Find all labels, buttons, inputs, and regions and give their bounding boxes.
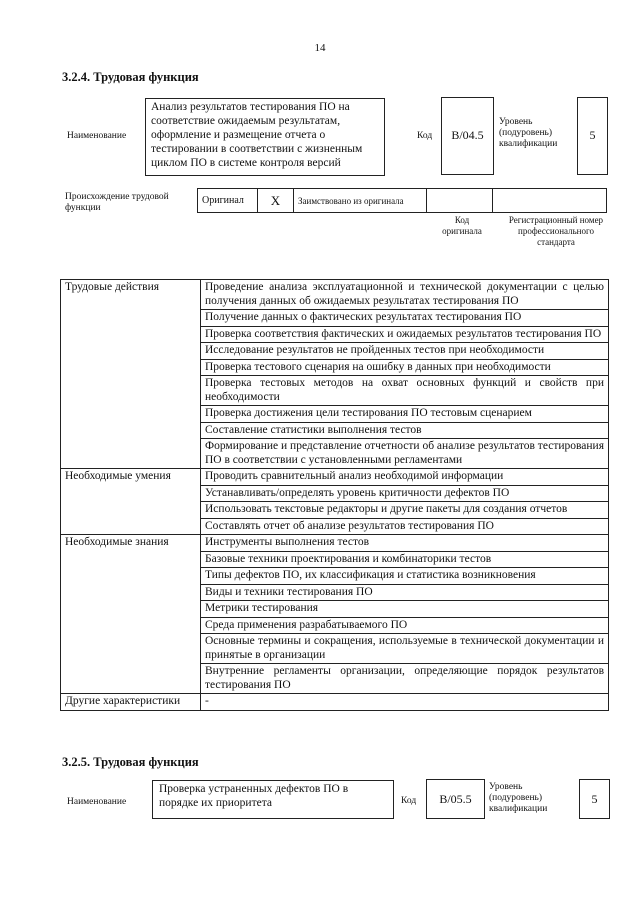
original-label: Оригинал (198, 189, 258, 213)
row-item: Проводить сравнительный анализ необходимой информации (201, 469, 609, 486)
code-label: Код (417, 131, 433, 141)
level-label: Уровень (подуровень) квалификации (499, 117, 558, 149)
section-title: 3.2.4. Трудовая функция (62, 70, 199, 84)
reg-number-cell (493, 189, 607, 213)
row-item: Виды и техники тестирования ПО (201, 584, 609, 601)
code-label-2: Код (401, 796, 417, 806)
code-box-2 (426, 779, 485, 819)
level-label-2: Уровень (подуровень) квалификации (489, 782, 548, 814)
row-group-header: Необходимые знания (61, 535, 201, 694)
section-title-2: 3.2.5. Трудовая функция (62, 755, 199, 769)
reg-number-label: Регистрационный номер профессионального стандарта (508, 215, 604, 247)
function-name: Анализ результатов тестирования ПО на соответствие ожидаемым результатам, оформление и размещение отчета о тестировании в соответствии с жизненным циклом ПО в системе контроля версий (151, 101, 363, 169)
row-item: Проверка достижения цели тестирования ПО тестовым сценарием (201, 406, 609, 423)
level-box-2 (579, 779, 610, 819)
function-name-2: Проверка устраненных дефектов ПО в порядке их приоритета (159, 783, 349, 809)
row-item: - (201, 694, 609, 711)
orig-code-cell (427, 189, 493, 213)
row-item: Проверка тестовых методов на охват основных функций и свойств при необходимости (201, 376, 609, 406)
table-row (61, 469, 609, 486)
table-row (61, 280, 609, 310)
row-item: Формирование и представление отчетности об анализе результатов тестирования ПО в соответствии с установленными регламентами (201, 439, 609, 469)
original-mark: X (258, 189, 294, 213)
row-item: Метрики тестирования (201, 601, 609, 618)
row-item: Исследование результатов не пройденных тестов при необходимости (201, 343, 609, 360)
function-name-box (145, 98, 385, 176)
level-box (577, 97, 608, 175)
row-item: Среда применения разрабатываемого ПО (201, 617, 609, 634)
row-item: Получение данных о фактических результатах тестирования ПО (201, 310, 609, 327)
borrowed-label: Заимствовано из оригинала (294, 189, 427, 213)
row-group-header: Трудовые действия (61, 280, 201, 469)
name-label: Наименование (67, 131, 127, 141)
code-value-2: B/05.5 (439, 792, 472, 806)
name-label-2: Наименование (67, 797, 127, 807)
row-item: Инструменты выполнения тестов (201, 535, 609, 552)
row-group-header: Другие характеристики (61, 694, 201, 711)
orig-code-label: Код оригинала (442, 215, 482, 236)
row-item: Составление статистики выполнения тестов (201, 422, 609, 439)
row-item: Проведение анализа эксплуатационной и технической документации с целью получения данных об ожидаемых результатах тестирования ПО (201, 280, 609, 310)
row-item: Устанавливать/определять уровень критичности дефектов ПО (201, 485, 609, 502)
row-item: Внутренние регламенты организации, определяющие порядок результатов тестирования ПО (201, 664, 609, 694)
origin-label: Происхождение трудовой функции (65, 192, 169, 213)
row-item: Проверка соответствия фактических и ожидаемых результатов тестирования ПО (201, 326, 609, 343)
code-value: B/04.5 (451, 128, 484, 142)
table-row (61, 535, 609, 552)
row-item: Использовать текстовые редакторы и другие пакеты для создания отчетов (201, 502, 609, 519)
level-value: 5 (589, 128, 596, 142)
level-value-2: 5 (591, 792, 598, 806)
code-box (441, 97, 494, 175)
row-item: Проверка тестового сценария на ошибку в данных при необходимости (201, 359, 609, 376)
row-group-header: Необходимые умения (61, 469, 201, 535)
function-name-box-2 (152, 780, 394, 819)
origin-table (197, 188, 607, 213)
row-item: Базовые техники проектирования и комбинаторики тестов (201, 551, 609, 568)
row-item: Основные термины и сокращения, используемые в технической документации и принятые в организации (201, 634, 609, 664)
function-details-table (60, 279, 609, 711)
row-item: Типы дефектов ПО, их классификация и статистика возникновения (201, 568, 609, 585)
table-row (61, 694, 609, 711)
page-number: 14 (314, 42, 326, 54)
row-item: Составлять отчет об анализе результатов тестирования ПО (201, 518, 609, 535)
